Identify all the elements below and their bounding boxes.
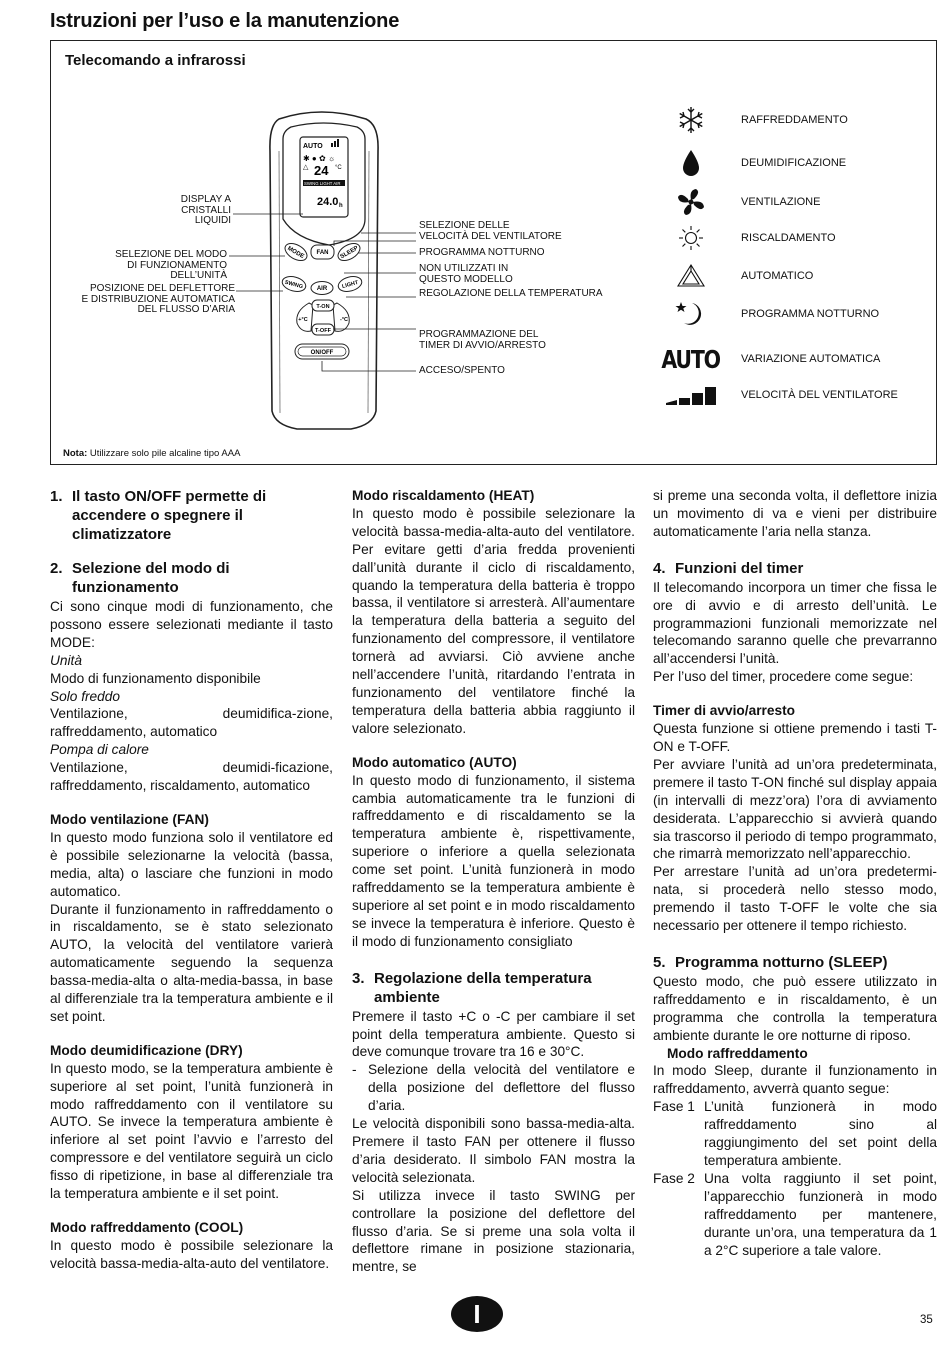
auto-mode-heading: Modo automatico (AUTO) (352, 754, 517, 770)
svg-text:-°C: -°C (339, 317, 349, 323)
paragraph: Per arrestare l’unità ad un’ora predetermi-nata, si procederà nello stesso modo, premendo il tasto T-OFF le volte che sia necessario per ottenere il tempo richiesto. (653, 864, 937, 934)
fan-mode-heading: Modo ventilazione (FAN) (50, 811, 209, 827)
unit-text: Modo di funzionamento disponibile (50, 670, 261, 686)
cold-only-label: Solo freddo (50, 688, 121, 704)
legend-label: RISCALDAMENTO (741, 232, 836, 244)
text-column-2 (352, 487, 635, 1276)
section-heading-5: 5. Programma notturno (SLEEP) (653, 953, 888, 971)
svg-text:T-OFF: T-OFF (315, 328, 331, 334)
paragraph: Per avviare l’unità ad un’ora predeterminata, premere il tasto T-ON finché sul display appaia (in intervalli di mezz’ora) l’ora di avviamento desiderata. L’apparecchio si avvierà quando sia trascorso il periodo di tempo programmato, che rimarrà memorizzato nell’apparecchio. (653, 756, 937, 862)
legend-label: VARIAZIONE AUTOMATICA (741, 353, 881, 365)
legend-label: VELOCITÀ DEL VENTILATORE (741, 389, 898, 401)
auto-text-icon: AUTO (661, 344, 721, 374)
sun-icon (661, 220, 721, 256)
paragraph: Ci sono cinque modi di funzionamento, che possono essere selezionati mediante il tasto MODE: (50, 599, 333, 650)
water-drop-icon (661, 145, 721, 181)
legend-row-fan-speed (661, 377, 931, 413)
callout-mode-selection: SELEZIONE DEL MODO DI FUNZIONAMENTO DELL’UNITÀ (115, 249, 227, 281)
section-heading-3: 3. Regolazione della temperatura ambiente (352, 969, 592, 1006)
fan-icon (661, 184, 721, 220)
callout-timer-programming: PROGRAMMAZIONE DEL TIMER DI AVVIO/ARRESTO (419, 329, 546, 351)
lcd-timer-text: 24.0 (317, 196, 339, 208)
language-badge: I (451, 1296, 503, 1332)
lcd-swing-text: SWING LIGHT AIR (304, 181, 341, 186)
legend-row-fan (661, 184, 931, 220)
svg-text:SWING: SWING (283, 279, 304, 291)
paragraph: Per l’uso del timer, procedere come segue: (653, 669, 914, 685)
callout-deflector-position: POSIZIONE DEL DEFLETTORE E DISTRIBUZIONE AUTOMATICA DEL FLUSSO D’ARIA (81, 283, 235, 315)
legend-label: RAFFREDDAMENTO (741, 114, 848, 126)
dry-mode-heading: Modo deumidificazione (DRY) (50, 1042, 243, 1058)
svg-text:°C: °C (335, 165, 342, 171)
paragraph: Durante il funzionamento in raffreddamento o in riscaldamento, se è stato selezionato AUTO, la velocità del ventilatore varierà automaticamente seguendo la sequenza bassa-media-alta o alta-media-bassa, in base al differenziale tra la temperatura ambiente e il set point. (50, 901, 333, 1024)
remote-control-figure (50, 40, 937, 465)
heat-pump-text: Ventilazione, deumidi-ficazione, raffreddamento, riscaldamento, automatico (50, 760, 333, 794)
paragraph: In questo modo funziona solo il ventilatore ed è possibile selezionarne la velocità (bassa, media, alta) o lasciare che funzioni in modo automatico. (50, 829, 333, 899)
text-column-3 (653, 487, 937, 1259)
moon-star-icon (661, 296, 721, 332)
unit-label: Unità (50, 652, 82, 668)
figure-title: Telecomando a infrarossi (65, 52, 246, 69)
phase-item: Fase 1 L’unità funzionerà in modo raffreddamento sino al raggiungimento del set point della temperatura ambiente. (653, 1099, 937, 1168)
paragraph: In questo modo è possibile selezionare la velocità bassa-media-alta-auto del ventilatore. (50, 1237, 333, 1271)
svg-text:SLEEP: SLEEP (339, 245, 360, 261)
svg-text:ON/OFF: ON/OFF (310, 350, 334, 356)
cool-mode-heading: Modo raffreddamento (COOL) (50, 1220, 244, 1235)
cold-only-text: Ventilazione, deumidifica-zione, raffreddamento, automatico (50, 706, 333, 740)
legend-label: VENTILAZIONE (741, 196, 821, 208)
page-number: 35 (920, 1314, 933, 1326)
lcd-temp-text: 24 (314, 163, 329, 178)
callout-temperature-adjustment: REGOLAZIONE DELLA TEMPERATURA (419, 288, 603, 299)
svg-text:△: △ (303, 164, 309, 171)
paragraph: Le velocità disponibili sono bassa-media-alta. Premere il tasto FAN per ottenere il flusso d’aria desiderato. Il simbolo FAN mostra la velocità selezionata. (352, 1116, 635, 1185)
paragraph: Questa funzione si ottiene premendo i tasti T-ON e T-OFF. (653, 721, 937, 754)
fan-speed-bars-icon (661, 377, 721, 413)
auto-mode-icon (661, 258, 721, 294)
heat-mode-heading: Modo riscaldamento (HEAT) (352, 488, 535, 503)
svg-text:h: h (339, 203, 343, 209)
svg-text:T-ON: T-ON (316, 304, 330, 310)
text-column-1 (50, 487, 333, 1273)
paragraph: In questo modo, se la temperatura ambiente è superiore al set point, l’unità funzionerà in modo raffreddamento con il ventilatore su AUTO. Se invece la temperatura ambiente è inferiore al set point l’avvio e l’arresto del compressore e del ventilatore seguirà un ciclo fisso di ripetizione, in base al differenziale tra la temperatura ambiente e il set point. (50, 1060, 333, 1202)
paragraph: Premere il tasto +C o -C per cambiare il set point della temperatura ambiente. Questo si deve comunque trovare tra 16 e 30°C. (352, 1008, 635, 1060)
legend-row-auto-variation (661, 341, 931, 377)
callout-sleep-program: PROGRAMMA NOTTURNO (419, 247, 545, 258)
callout-lcd-display: DISPLAY A CRISTALLI LIQUIDI (180, 194, 231, 226)
svg-text:LIGHT: LIGHT (341, 279, 360, 290)
paragraph: Il telecomando incorpora un timer che fissa le ore di avvio e di arresto dell’unità. Le programmazioni funzionali memorizzate nel telecomando saranno quelle che prevarranno all’accendersi l’unità. (653, 579, 937, 667)
svg-text:MODE: MODE (286, 245, 305, 260)
legend-row-heating (661, 220, 931, 256)
callout-fan-speed: SELEZIONE DELLE VELOCITÀ DEL VENTILATORE (419, 220, 562, 242)
section-heading-2: 2. Selezione del modo di funzionamento (50, 560, 230, 596)
dash-list-item: - Selezione della velocità del ventilatore e della posizione del deflettore del flusso d’aria. (352, 1062, 635, 1114)
figure-note: Nota: Utilizzare solo pile alcaline tipo AAA (63, 448, 241, 459)
legend-label: DEUMIDIFICAZIONE (741, 157, 847, 169)
legend-row-dry (661, 145, 931, 181)
paragraph: si preme una seconda volta, il deflettore inizia un movimento di va e vieni per distribuire automaticamente l’aria nella stanza. (653, 488, 937, 539)
paragraph: Questo modo, che può essere utilizzato in raffreddamento e in riscaldamento, è un programma che controlla la temperatura ambiente durante le ore notturne di riposo. (653, 973, 937, 1043)
section-heading-1: 1. Il tasto ON/OFF permette di accendere o spegnere il climatizzatore (50, 488, 267, 543)
paragraph: Si utilizza invece il tasto SWING per controllare la posizione del deflettore del flusso d’aria. Se si preme una sola volta il deflettore rimane in posizione stazionaria, mentre, se (352, 1187, 635, 1275)
snowflake-icon (661, 102, 721, 138)
legend-row-night (661, 296, 931, 332)
timer-start-stop-heading: Timer di avvio/arresto (653, 703, 796, 719)
svg-text:+°C: +°C (298, 317, 308, 323)
svg-text:✱ ● ✿ ☼: ✱ ● ✿ ☼ (303, 154, 336, 163)
section-heading-4: 4. Funzioni del timer (653, 559, 804, 577)
paragraph: In modo Sleep, durante il funzionamento in raffreddamento, avverrà quanto segue: (653, 1063, 937, 1097)
legend-row-cooling (661, 102, 931, 138)
lcd-mode-text: AUTO (303, 143, 323, 150)
callout-on-off: ACCESO/SPENTO (419, 365, 505, 376)
legend-label: PROGRAMMA NOTTURNO (741, 308, 880, 320)
page-title: Istruzioni per l’uso e la manutenzione (50, 10, 400, 32)
svg-text:AIR: AIR (316, 286, 328, 292)
heat-pump-label: Pompa di calore (50, 742, 149, 758)
legend-label: AUTOMATICO (741, 270, 814, 282)
callout-unused-buttons: NON UTILIZZATI IN QUESTO MODELLO (419, 263, 513, 285)
sleep-cooling-heading: Modo raffreddamento (667, 1045, 808, 1061)
legend-row-auto (661, 258, 931, 294)
phase-item: Fase 2 Una volta raggiunto il set point, l’apparecchio funzionerà in modo raffreddamento per mantenere, durante un’ora, una temperatura da 1 a 2°C superiore a tale valore. (653, 1170, 937, 1258)
svg-text:FAN: FAN (316, 250, 329, 256)
paragraph: In questo modo di funzionamento, il sistema cambia automaticamente tra le funzioni di raffreddamento e di riscaldamento se la temperatura ambiente è, rispettivamente, superiore o inferiore a quella selezionata come set point. L’unità funzionerà in modo raffreddamento se la temperatura ambiente è superiore al set point e in modo riscaldamento se invece la temperatura è inferiore. Questo è il modo di funzionamento consigliato (352, 772, 635, 949)
paragraph: In questo modo è possibile selezionare la velocità bassa-media-alta-auto del ventilatore. Per evitare getti d’aria fredda provenienti dall’unità durante il ciclo di riscaldamento, quando la temperatura della batteria è troppo bassa, il ventilatore si arresterà. All’aumentare la temperatura della batteria a seguito del funzionamento del compressore, il ventilatore tornerà ad avviarsi. Ciò avviene anche nell’accendere l’unità, ritardando l’entrata in funzionamento del ventilatore finché la temperatura della batteria abbia raggiunto il valore selezionato. (352, 505, 635, 736)
